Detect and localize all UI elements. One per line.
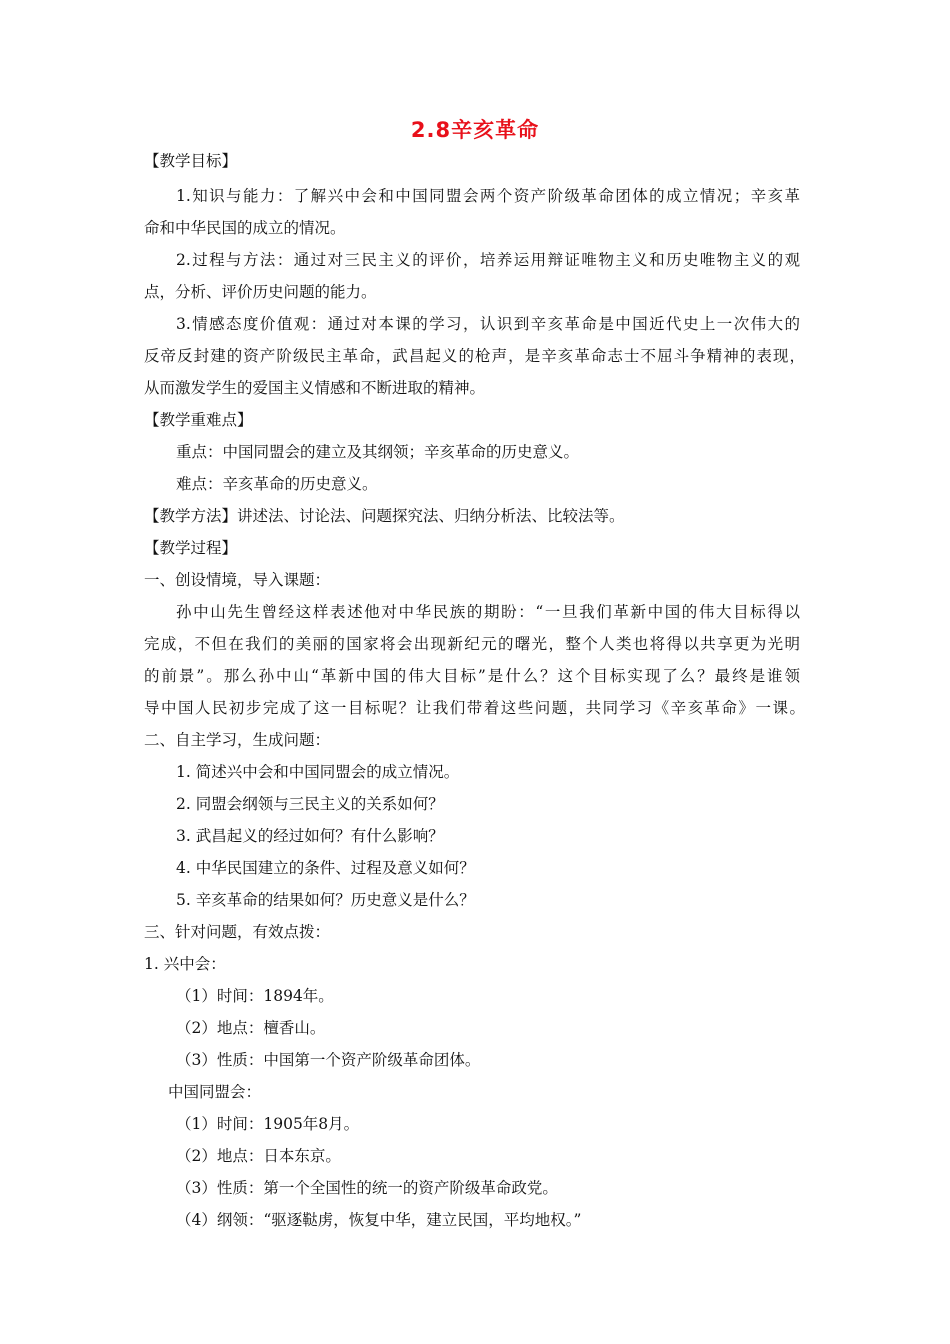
objective-2-line-1: 2.过程与方法：通过对三民主义的评价，培养运用辩证唯物主义和历史唯物主义的观 <box>176 251 800 269</box>
intro-line-3: 的前景”。那么孙中山“革新中国的伟大目标”是什么？这个目标实现了么？最终是谁领 <box>144 667 800 685</box>
tongmenghui-time: （1）时间：1905年8月。 <box>176 1115 360 1133</box>
teaching-methods: 【教学方法】讲述法、讨论法、问题探究法、归纳分析法、比较法等。 <box>144 507 625 525</box>
objective-3-line-1: 3.情感态度价值观：通过对本课的学习，认识到辛亥革命是中国近代史上一次伟大的 <box>176 315 800 333</box>
difficult-point: 难点：辛亥革命的历史意义。 <box>176 475 378 493</box>
question-4: 4. 中华民国建立的条件、过程及意义如何？ <box>176 859 475 877</box>
heading-objectives: 【教学目标】 <box>144 152 238 170</box>
objective-1-line-2: 命和中华民国的成立的情况。 <box>144 219 346 237</box>
tongmenghui-nature: （3）性质：第一个全国性的统一的资产阶级革命政党。 <box>176 1179 558 1197</box>
heading-process: 【教学过程】 <box>144 539 238 557</box>
tongmenghui-place: （2）地点：日本东京。 <box>176 1147 341 1165</box>
xingzhonghui-heading: 1. 兴中会： <box>144 955 226 973</box>
question-3: 3. 武昌起义的经过如何？有什么影响？ <box>176 827 444 845</box>
key-point: 重点：中国同盟会的建立及其纲领；辛亥革命的历史意义。 <box>176 443 580 461</box>
document-title: 2.8辛亥革命 <box>410 118 540 142</box>
xingzhonghui-nature: （3）性质：中国第一个资产阶级革命团体。 <box>176 1051 481 1069</box>
tongmenghui-heading: 中国同盟会： <box>168 1083 262 1101</box>
question-1: 1. 简述兴中会和中国同盟会的成立情况。 <box>176 763 460 781</box>
section-3-heading: 三、针对问题，有效点拨： <box>144 923 331 941</box>
intro-line-1: 孙中山先生曾经这样表述他对中华民族的期盼：“一旦我们革新中国的伟大目标得以 <box>176 603 800 621</box>
objective-1-line-1: 1.知识与能力：了解兴中会和中国同盟会两个资产阶级革命团体的成立情况；辛亥革 <box>176 187 800 205</box>
section-1-heading: 一、创设情境，导入课题： <box>144 571 331 589</box>
question-2: 2. 同盟会纲领与三民主义的关系如何？ <box>176 795 444 813</box>
xingzhonghui-time: （1）时间：1894年。 <box>176 987 334 1005</box>
heading-key-points: 【教学重难点】 <box>144 411 253 429</box>
intro-line-4: 导中国人民初步完成了这一目标呢？让我们带着这些问题，共同学习《辛亥革命》一课。 <box>144 699 805 717</box>
xingzhonghui-place: （2）地点：檀香山。 <box>176 1019 326 1037</box>
question-5: 5. 辛亥革命的结果如何？历史意义是什么？ <box>176 891 475 909</box>
objective-3-line-3: 从而激发学生的爱国主义情感和不断进取的精神。 <box>144 379 486 397</box>
objective-2-line-2: 点，分析、评价历史问题的能力。 <box>144 283 377 301</box>
section-2-heading: 二、自主学习，生成问题： <box>144 731 331 749</box>
tongmenghui-program: （4）纲领：“驱逐鞑虏，恢复中华，建立民国，平均地权。” <box>176 1211 582 1229</box>
objective-3-line-2: 反帝反封建的资产阶级民主革命，武昌起义的枪声，是辛亥革命志士不屈斗争精神的表现， <box>144 347 805 365</box>
intro-line-2: 完成，不但在我们的美丽的国家将会出现新纪元的曙光，整个人类也将得以共享更为光明 <box>144 635 800 653</box>
